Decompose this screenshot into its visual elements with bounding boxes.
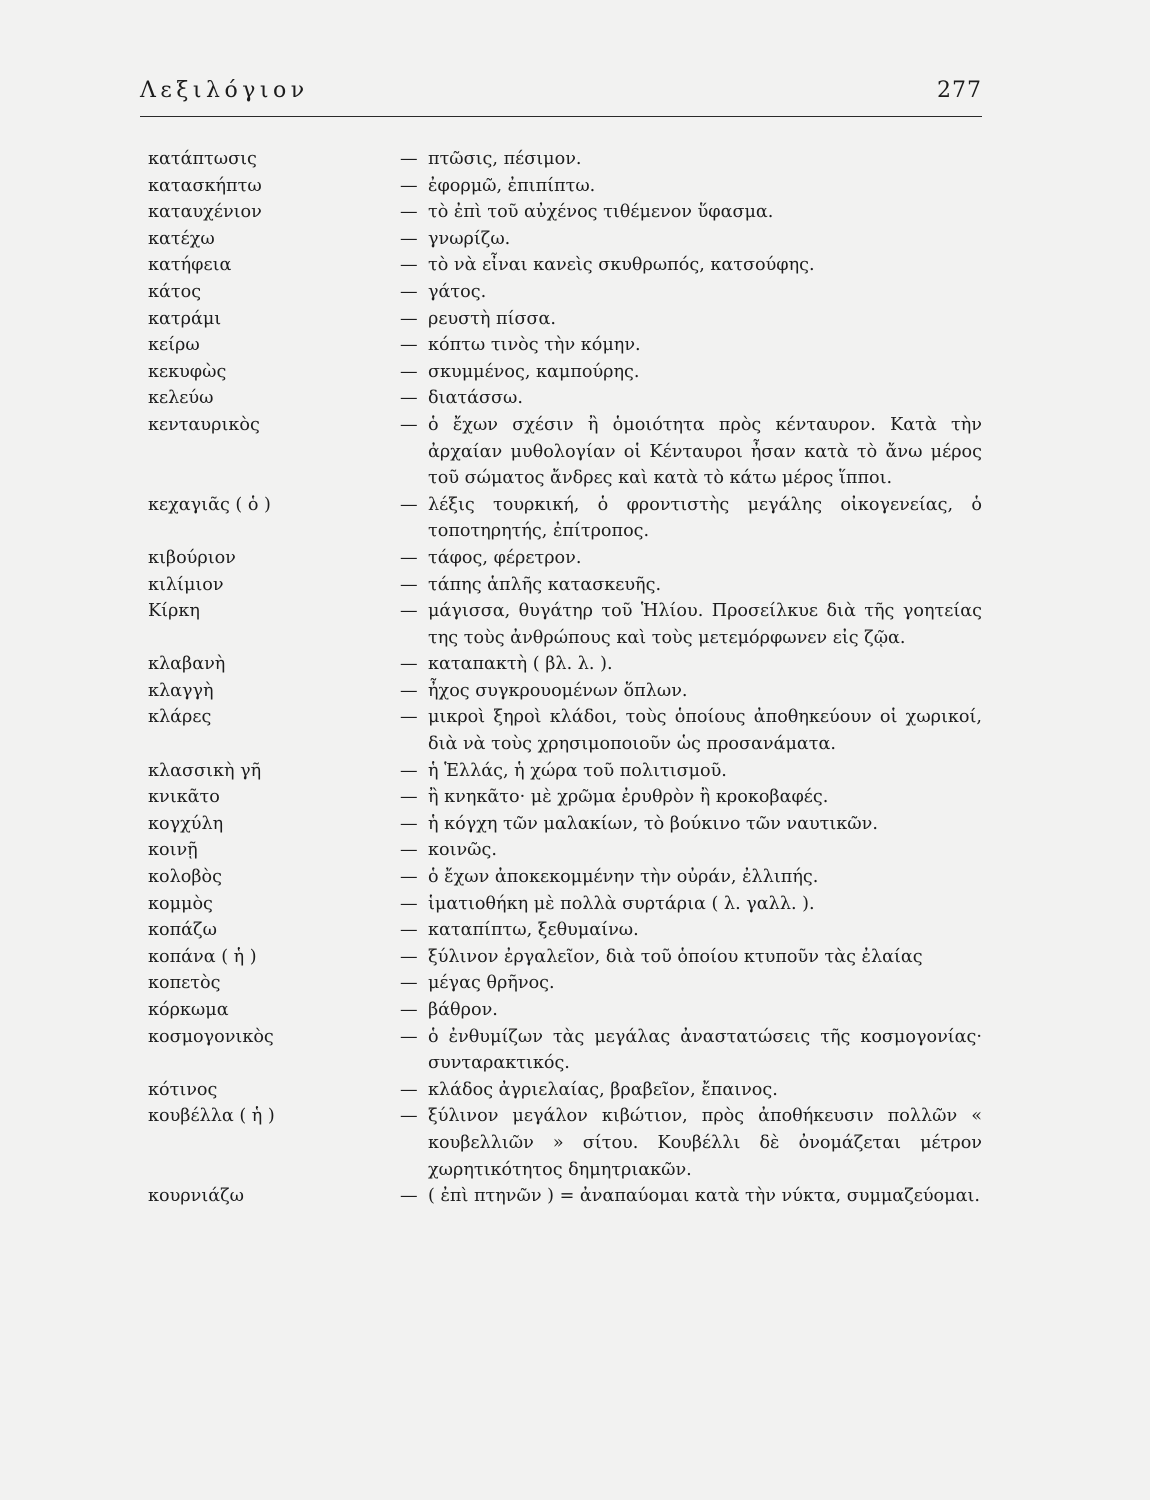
entry-definition: γάτος. <box>428 281 487 302</box>
entry-definition: ἡ κόγχη τῶν μαλακίων, τὸ βούκινο τῶν ναυτικῶν. <box>428 813 878 834</box>
entry-definition: μικροὶ ξηροὶ κλάδοι, τοὺς ὁποίους ἀποθηκεύουν οἱ χωρικοί, διὰ νὰ τοὺς χρησιμοποιοῦν ὡς προσανάματα. <box>428 707 982 755</box>
entry-term: κενταυρικὸς <box>148 414 260 435</box>
page-header <box>140 72 982 117</box>
entry-definition: ὁ ἔχων σχέσιν ἢ ὁμοιότητα πρὸς κένταυρον. Κατὰ τὴν ἀρχαίαν μυθολογίαν οἱ Κένταυροι ἦσαν κατὰ τὸ ἄνω μέρος τοῦ σώματος ἄνδρες καὶ κατὰ τὸ κάτω μέρος ἵπποι. <box>428 414 982 489</box>
glossary-entry <box>148 173 982 200</box>
entry-definition: ξύλινον μεγάλον κιβώτιον, πρὸς ἀποθήκευσιν πολλῶν « κουβελλιῶν » σίτου. Κουβέλλι δὲ ὀνομάζεται μέτρον χωρητικότητος δημητριακῶν. <box>428 1106 982 1180</box>
entry-dash: — <box>400 920 418 941</box>
entry-dash: — <box>400 601 418 622</box>
entry-term: κνικᾶτο <box>148 787 220 808</box>
entry-term: κοσμογονικὸς <box>148 1026 274 1047</box>
entry-term: Κίρκη <box>148 601 200 622</box>
glossary-entry <box>148 784 982 811</box>
entry-term: κατέχω <box>148 228 215 249</box>
page-title: Λεξιλόγιον <box>140 78 309 103</box>
entry-definition: βάθρον. <box>428 1000 498 1020</box>
entry-term: κολοβὸς <box>148 867 222 888</box>
entry-definition: τὸ ἐπὶ τοῦ αὐχένος τιθέμενον ὕφασμα. <box>428 202 774 223</box>
entry-definition: ἢ κνηκᾶτο· μὲ χρῶμα ἐρυθρὸν ἢ κροκοβαφές. <box>428 787 829 808</box>
glossary-entry <box>148 970 982 997</box>
entry-term: κάτος <box>148 281 202 302</box>
entry-definition: καταπακτὴ ( βλ. λ. ). <box>428 654 613 675</box>
entry-definition: πτῶσις, πέσιμον. <box>428 149 582 169</box>
glossary-entry <box>148 226 982 253</box>
entry-term: κότινος <box>148 1079 218 1100</box>
entry-term: κιλίμιον <box>148 574 224 595</box>
glossary-entry <box>148 891 982 918</box>
entry-definition: γνωρίζω. <box>428 228 511 249</box>
glossary-entry <box>148 917 982 944</box>
entry-term: κογχύλη <box>148 813 224 834</box>
glossary-entry <box>148 1103 982 1183</box>
entry-term: κουβέλλα ( ἡ ) <box>148 1106 275 1127</box>
entry-dash: — <box>400 228 418 249</box>
glossary-entry <box>148 385 982 412</box>
glossary-entry <box>148 545 982 572</box>
entry-term: κοπετὸς <box>148 973 221 994</box>
entry-dash: — <box>400 707 418 728</box>
entry-dash: — <box>400 867 418 888</box>
entry-definition: ἡ Ἑλλάς, ἡ χώρα τοῦ πολιτισμοῦ. <box>428 760 727 781</box>
entry-dash: — <box>400 255 418 276</box>
entry-term: κείρω <box>148 335 200 356</box>
entry-term: κιβούριον <box>148 547 236 568</box>
entry-definition: μέγας θρῆνος. <box>428 973 555 994</box>
entry-definition: ὁ ἐνθυμίζων τὰς μεγάλας ἀναστατώσεις τῆς κοσμογονίας· συνταρακτικός. <box>428 1026 982 1074</box>
entry-term: κλάρες <box>148 707 212 728</box>
entry-definition: τάφος, φέρετρον. <box>428 547 582 568</box>
glossary-entry <box>148 412 982 492</box>
entry-definition: τάπης ἁπλῆς κατασκευῆς. <box>428 574 662 595</box>
entry-dash: — <box>400 654 418 675</box>
glossary-entry <box>148 332 982 359</box>
entry-dash: — <box>400 414 418 435</box>
glossary-entry <box>148 306 982 333</box>
entry-definition: καταπίπτω, ξεθυμαίνω. <box>428 920 639 941</box>
entry-dash: — <box>400 574 418 595</box>
entry-term: κομμὸς <box>148 893 213 914</box>
glossary-entries <box>148 146 982 1210</box>
glossary-entry <box>148 944 982 971</box>
entry-definition: ( ἐπὶ πτηνῶν ) = ἀναπαύομαι κατὰ τὴν νύκτα, συμμαζεύομαι. <box>428 1186 980 1207</box>
entry-definition: ρευστὴ πίσσα. <box>428 308 556 329</box>
entry-dash: — <box>400 680 418 701</box>
glossary-entry <box>148 199 982 226</box>
entry-term: κεκυφὼς <box>148 361 227 382</box>
entry-term: κλαβανὴ <box>148 654 226 675</box>
entry-dash: — <box>400 760 418 781</box>
entry-definition: κλάδος ἀγριελαίας, βραβεῖον, ἔπαινος. <box>428 1079 778 1100</box>
entry-dash: — <box>400 202 418 223</box>
entry-definition: κόπτω τινὸς τὴν κόμην. <box>428 335 641 356</box>
entry-dash: — <box>400 149 418 169</box>
entry-dash: — <box>400 308 418 329</box>
entry-term: καταυχένιον <box>148 202 262 223</box>
entry-definition: τὸ νὰ εἶναι κανεὶς σκυθρωπός, κατσούφης. <box>428 255 815 276</box>
glossary-entry <box>148 598 982 651</box>
entry-term: κλαγγὴ <box>148 680 214 701</box>
glossary-entry <box>148 704 982 757</box>
glossary-entry <box>148 359 982 386</box>
entry-term: κοπάνα ( ἡ ) <box>148 946 257 967</box>
entry-definition: λέξις τουρκική, ὁ φροντιστὴς μεγάλης οἰκογενείας, ὁ τοποτηρητής, ἐπίτροπος. <box>428 494 982 542</box>
entry-dash: — <box>400 335 418 356</box>
entry-term: κλασσικὴ γῆ <box>148 760 262 781</box>
entry-definition: ἦχος συγκρουομένων ὅπλων. <box>428 680 688 701</box>
entry-definition: ἐφορμῶ, ἐπιπίπτω. <box>428 175 596 196</box>
entry-definition: μάγισσα, θυγάτηρ τοῦ Ἡλίου. Προσείλκυε διὰ τῆς γοητείας της τοὺς ἀνθρώπους καὶ τοὺς μετεμόρφωνεν εἰς ζῷα. <box>428 601 982 648</box>
entry-dash: — <box>400 1079 418 1100</box>
entry-dash: — <box>400 1026 418 1047</box>
entry-dash: — <box>400 1106 418 1127</box>
entry-dash: — <box>400 494 418 515</box>
entry-definition: σκυμμένος, καμπούρης. <box>428 361 640 382</box>
entry-dash: — <box>400 946 418 967</box>
entry-dash: — <box>400 547 418 568</box>
entry-term: κατάπτωσις <box>148 149 257 169</box>
entry-dash: — <box>400 281 418 302</box>
entry-dash: — <box>400 787 418 808</box>
glossary-entry <box>148 1024 982 1077</box>
entry-dash: — <box>400 1186 418 1207</box>
entry-definition: κοινῶς. <box>428 840 497 861</box>
page-number: 277 <box>937 78 982 103</box>
entry-dash: — <box>400 175 418 196</box>
entry-dash: — <box>400 361 418 382</box>
entry-dash: — <box>400 813 418 834</box>
entry-definition: διατάσσω. <box>428 388 523 409</box>
entry-term: κατήφεια <box>148 255 232 276</box>
entry-dash: — <box>400 840 418 861</box>
glossary-entry <box>148 492 982 545</box>
entry-term: κατασκήπτω <box>148 175 262 196</box>
entry-dash: — <box>400 388 418 409</box>
entry-term: κελεύω <box>148 388 214 409</box>
entry-term: κεχαγιᾶς ( ὁ ) <box>148 494 271 515</box>
glossary-entry <box>148 252 982 279</box>
entry-definition: ἱματιοθήκη μὲ πολλὰ συρτάρια ( λ. γαλλ. ). <box>428 893 815 914</box>
entry-term: κοινῇ <box>148 840 198 861</box>
glossary-entry <box>148 1077 982 1104</box>
glossary-entry <box>148 811 982 838</box>
glossary-entry <box>148 758 982 785</box>
entry-definition: ξύλινον ἐργαλεῖον, διὰ τοῦ ὁποίου κτυποῦν τὰς ἐλαίας <box>428 946 923 967</box>
glossary-entry <box>148 146 982 173</box>
glossary-entry <box>148 997 982 1024</box>
entry-term: κόρκωμα <box>148 1000 229 1020</box>
glossary-entry <box>148 572 982 599</box>
glossary-entry <box>148 837 982 864</box>
glossary-entry <box>148 678 982 705</box>
entry-term: κουρνιάζω <box>148 1186 244 1207</box>
glossary-entry <box>148 864 982 891</box>
entry-term: κοπάζω <box>148 920 217 941</box>
entry-dash: — <box>400 973 418 994</box>
entry-definition: ὁ ἔχων ἀποκεκομμένην τὴν οὐράν, ἐλλιπής. <box>428 867 819 888</box>
glossary-entry <box>148 1183 982 1210</box>
glossary-entry <box>148 651 982 678</box>
entry-dash: — <box>400 893 418 914</box>
entry-term: κατράμι <box>148 308 222 329</box>
entry-dash: — <box>400 1000 418 1020</box>
glossary-entry <box>148 279 982 306</box>
